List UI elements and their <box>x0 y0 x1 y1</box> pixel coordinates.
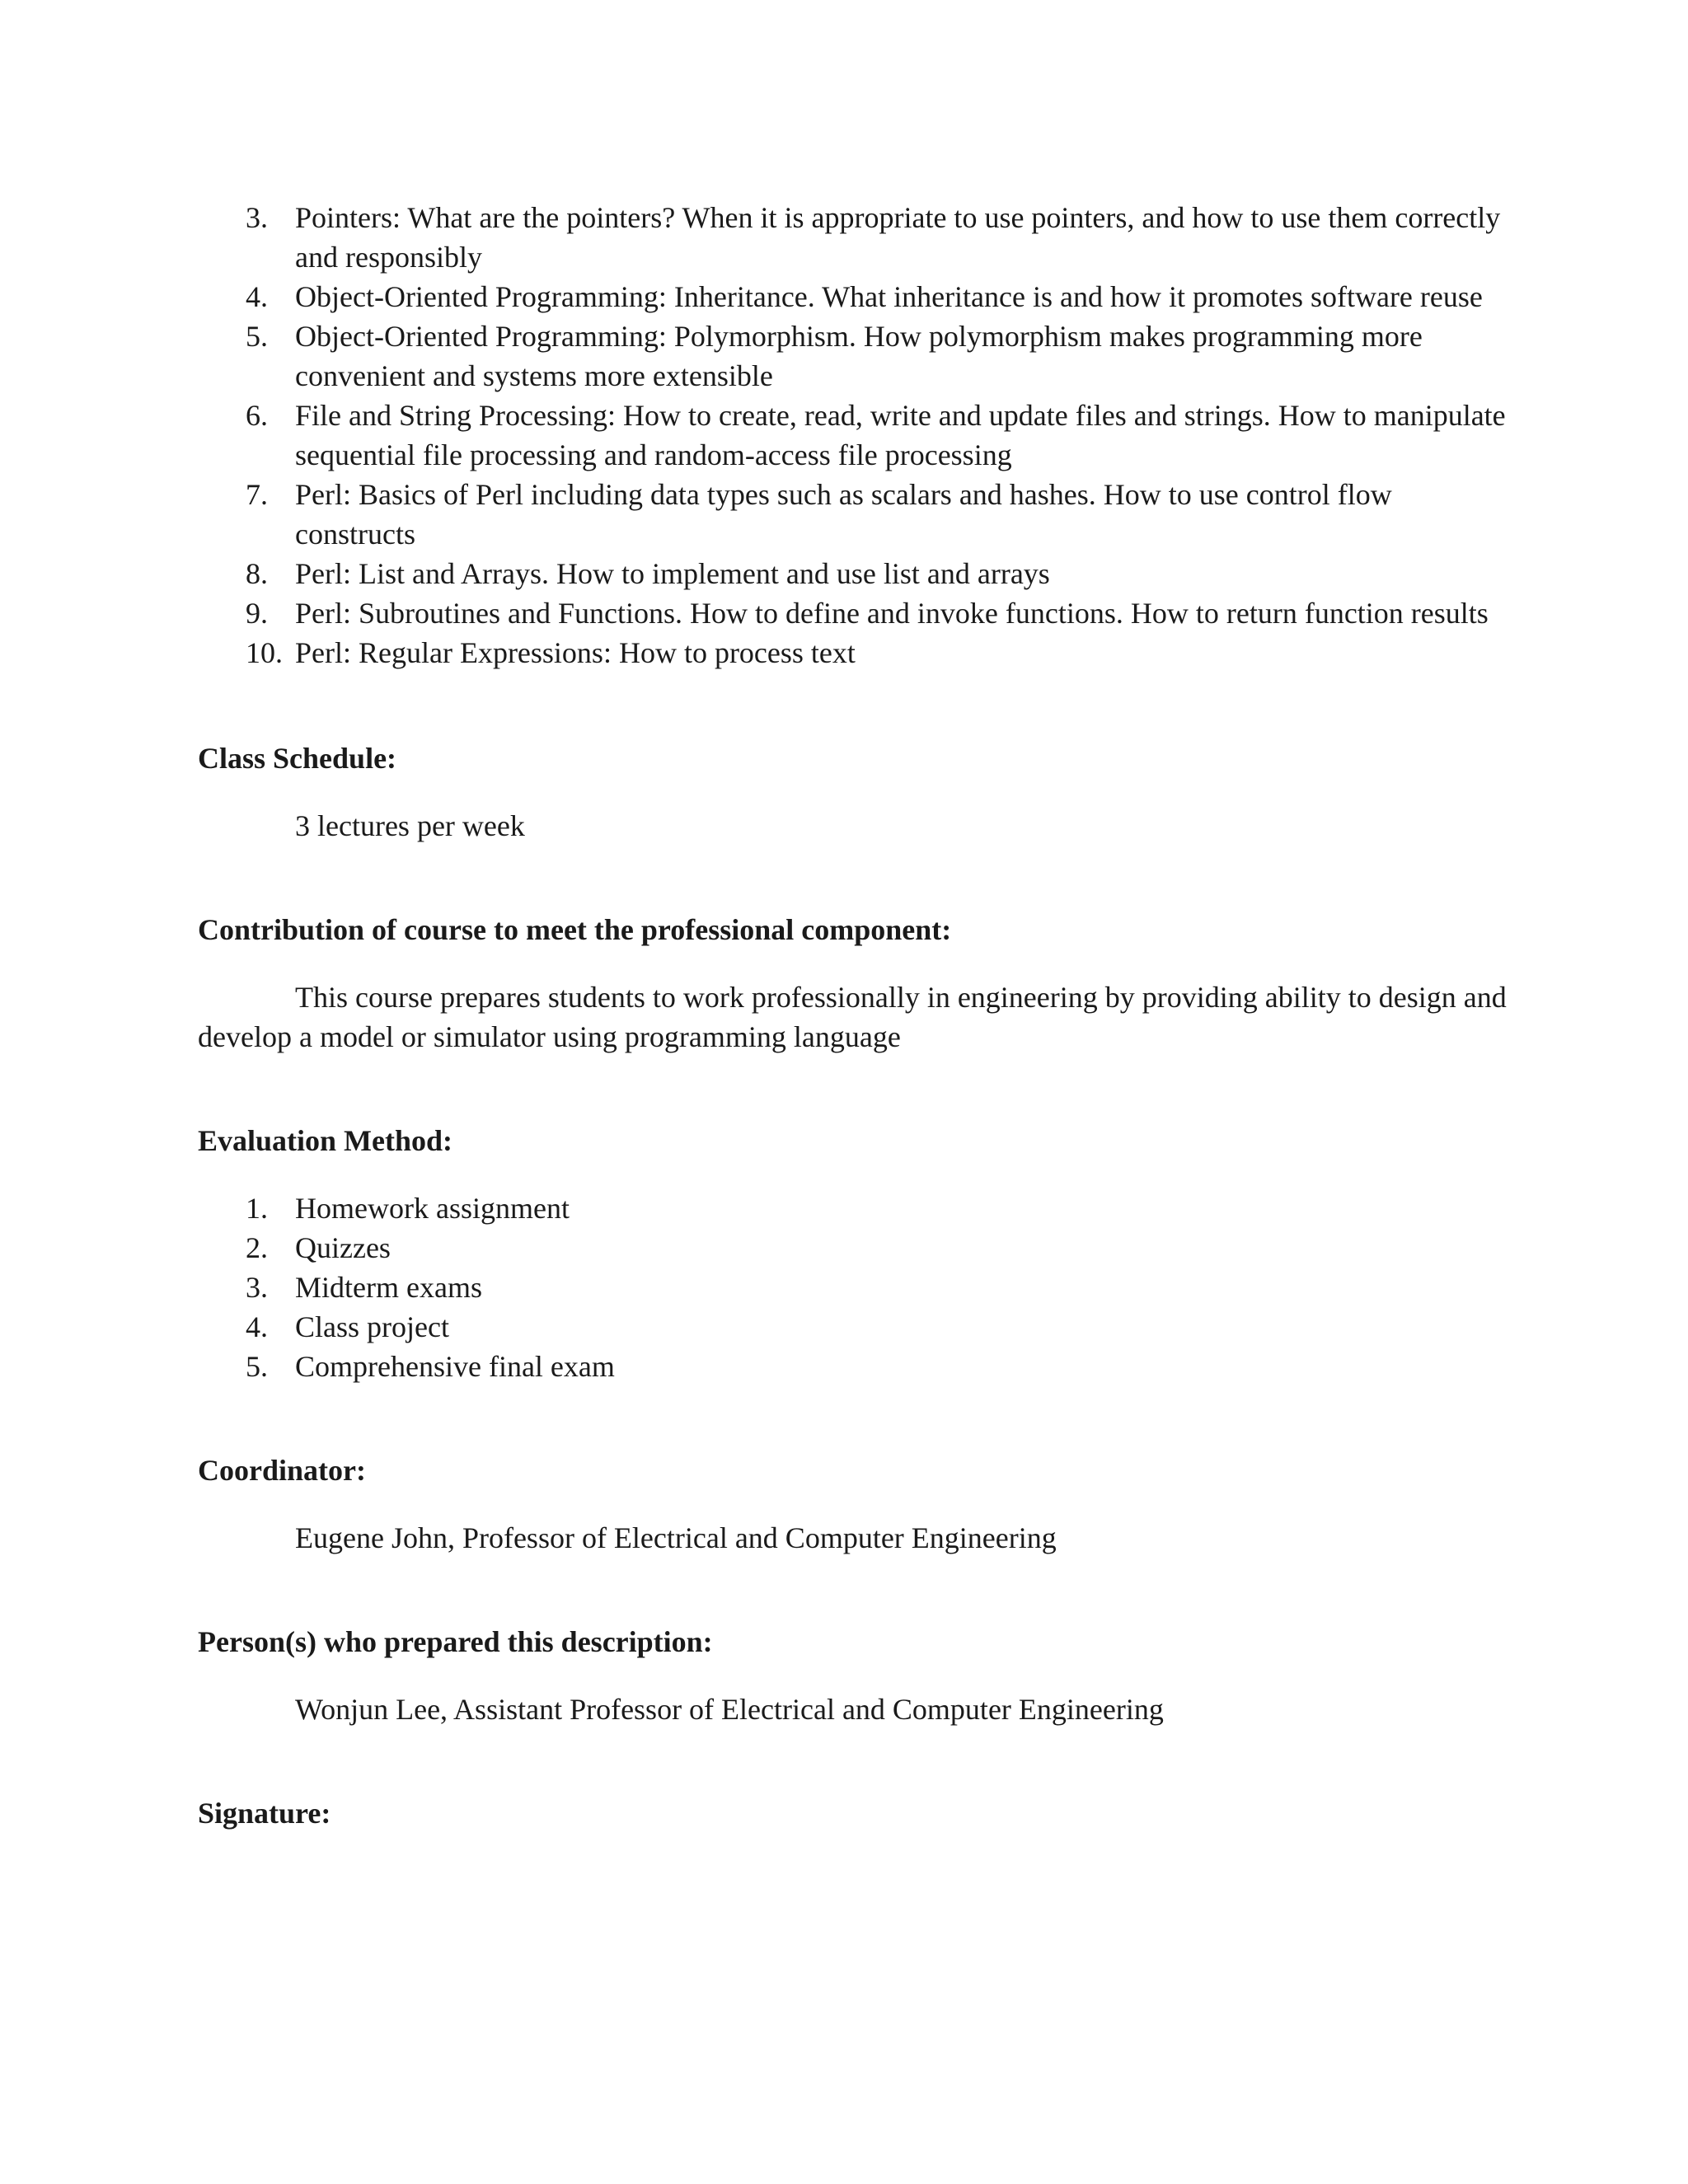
evaluation-text: Midterm exams <box>295 1271 482 1304</box>
topic-number: 10. <box>246 636 283 669</box>
class-schedule-heading: Class Schedule: <box>198 742 397 775</box>
contribution-text: This course prepares students to work professionally in engineering by providing ability to design and develop a model or simulator using programming language <box>198 981 1507 1053</box>
evaluation-heading: Evaluation Method: <box>198 1124 453 1157</box>
topic-item <box>198 593 1517 633</box>
topic-text: File and String Processing: How to create, read, write and update files and strings. How to manipulate sequential file processing and random-access file processing <box>295 399 1506 471</box>
evaluation-text: Homework assignment <box>295 1192 570 1225</box>
topic-item <box>198 277 1517 316</box>
topic-number: 6. <box>246 399 268 432</box>
topic-text: Object-Oriented Programming: Polymorphism. How polymorphism makes programming more convenient and systems more extensible <box>295 320 1423 392</box>
coordinator-text: Eugene John, Professor of Electrical and Computer Engineering <box>295 1521 1057 1554</box>
topic-text: Perl: Basics of Perl including data types such as scalars and hashes. How to use control flow constructs <box>295 478 1392 551</box>
evaluation-item <box>198 1268 1517 1307</box>
prepared-by-heading: Person(s) who prepared this description: <box>198 1625 713 1658</box>
topic-item <box>198 396 1517 475</box>
topic-item <box>198 554 1517 593</box>
topic-text: Perl: Subroutines and Functions. How to define and invoke functions. How to return function results <box>295 597 1489 630</box>
topic-number: 4. <box>246 280 268 313</box>
course-topics-list <box>198 198 1517 673</box>
evaluation-list <box>198 1188 1517 1386</box>
evaluation-number: 4. <box>246 1310 268 1343</box>
evaluation-number: 5. <box>246 1350 268 1383</box>
topic-item <box>198 475 1517 554</box>
evaluation-item <box>198 1188 1517 1228</box>
topic-number: 5. <box>246 320 268 353</box>
evaluation-item <box>198 1307 1517 1347</box>
topic-item <box>198 316 1517 396</box>
topic-item <box>198 198 1517 277</box>
evaluation-number: 3. <box>246 1271 268 1304</box>
evaluation-text: Quizzes <box>295 1231 391 1264</box>
signature-heading: Signature: <box>198 1797 331 1830</box>
document-page <box>198 198 1517 1833</box>
topic-number: 8. <box>246 557 268 590</box>
topic-number: 7. <box>246 478 268 511</box>
topic-text: Perl: Regular Expressions: How to process text <box>295 636 856 669</box>
topic-text: Pointers: What are the pointers? When it is appropriate to use pointers, and how to use them correctly and responsibly <box>295 201 1501 274</box>
evaluation-number: 2. <box>246 1231 268 1264</box>
topic-text: Perl: List and Arrays. How to implement and use list and arrays <box>295 557 1050 590</box>
coordinator-heading: Coordinator: <box>198 1454 366 1487</box>
topic-text: Object-Oriented Programming: Inheritance. What inheritance is and how it promotes software reuse <box>295 280 1483 313</box>
contribution-heading: Contribution of course to meet the professional component: <box>198 913 952 946</box>
prepared-by-text: Wonjun Lee, Assistant Professor of Electrical and Computer Engineering <box>295 1693 1164 1726</box>
evaluation-number: 1. <box>246 1192 268 1225</box>
evaluation-text: Class project <box>295 1310 449 1343</box>
topic-number: 9. <box>246 597 268 630</box>
topic-number: 3. <box>246 201 268 234</box>
evaluation-item <box>198 1347 1517 1386</box>
class-schedule-text: 3 lectures per week <box>295 809 525 842</box>
topic-item <box>198 633 1517 673</box>
evaluation-text: Comprehensive final exam <box>295 1350 615 1383</box>
evaluation-item <box>198 1228 1517 1268</box>
